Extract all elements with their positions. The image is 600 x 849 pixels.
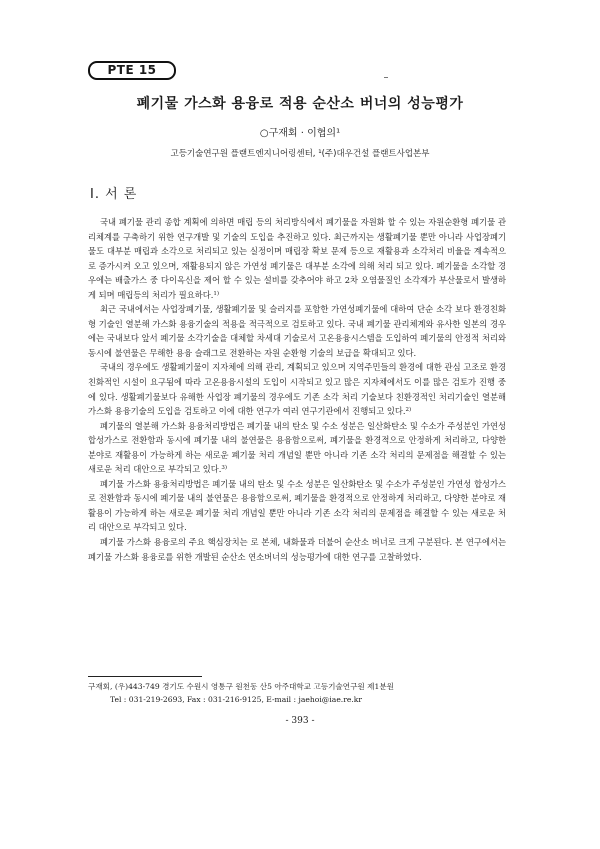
authors: ○구재회 · 이협의¹ — [259, 128, 341, 139]
body-text — [88, 215, 506, 564]
paragraph: 폐기물 가스화 용융처리방법은 폐기물 내의 탄소 및 수소 성분은 일산화탄소 및 수소가 주성분인 가연성 합성가스로 전환함과 동시에 폐기물 내의 불연물은 용융함으로써, 폐기물을 환경적으로 안정하게 처리하고, 다양한 분야로 재활용이 가능하게 하는 새로운 폐기물 처리 개념일 뿐만 아니라 기존 소각 처리의 문제점을 해결할 수 있는 새로운 처리 대안으로 부각되고 있다. — [88, 478, 506, 533]
page-number: - 393 - — [285, 716, 315, 726]
paragraph: 국내의 경우에도 생활폐기물이 지자체에 의해 관리, 계획되고 있으며 지역주민들의 환경에 대한 관심 고조로 환경친화적인 시설이 요구됨에 따라 고온용융시설의 도입이 시작되고 있고 많은 지자체에서도 이를 많은 검토가 진행 중에 있다. 생활폐기물보다 유해한 사업장 폐기물의 경우에도 기존 소각 처리 기술보다 친환경적인 처리기술인 열분해 가스화 용융기술의 도입을 검토하고 이에 대한 연구가 여러 연구기관에서 진행되고 있다.$^{2)}$ — [88, 362, 506, 417]
session-code-badge: PTE 15 — [88, 61, 176, 80]
footnote-address: 구재회, (우)443-749 경기도 수원시 영통구 원천동 산5 아주대학교 고등기술연구원 제1분원 — [88, 682, 395, 691]
paragraph: 최근 국내에서는 사업장폐기물, 생활폐기물 및 슬러지를 포함한 가연성폐기물에 대하여 단순 소각 보다 환경친화형 기술인 열분해 가스화 용융기술의 적용을 적극적으로 검토하고 있다. 국내 폐기물 관리체계와 유사한 일본의 경우에는 국내보다 앞서 폐기물 소각기술을 대체할 차세대 기술로서 고온용융시스템을 도입하여 폐기물의 안정적 처리와 동시에 불연물은 무해한 용융 슬래그로 전환하는 자원 순환형 기술의 보급을 확대되고 있다. — [88, 304, 506, 358]
paragraph: 폐기물 가스화 용융로의 주요 핵심장치는 로 본체, 내화물과 더불어 순산소 버너로 크게 구분된다. 본 연구에서는 폐기물 가스화 용융로를 위한 개발된 순산소 연소버너의 성능평가에 대한 연구를 고찰하였다. — [88, 537, 506, 562]
paper-title: 폐기물 가스화 용융로 적용 순산소 버너의 성능평가 — [136, 96, 464, 112]
paragraph: 폐기물의 열분해 가스화 용융처리방법은 폐기물 내의 탄소 및 수소 성분은 일산화탄소 및 수소가 주성분인 가연성 합성가스로 전환함과 동시에 폐기물 내의 불연물은 용융함으로써, 폐기물을 환경적으로 안정하게 처리하고, 다양한 분야로 재활용이 가능하게 하는 새로운 폐기물 처리 개념일 뿐만 아니라 기존 소각 처리의 문제점을 해결할 수 있는 새로운 처리 대안으로 부각되고 있다.$^{3)}$ — [88, 420, 506, 475]
footnote-contact: Tel : 031-219-2693, Fax : 031-216-9125, E-mail : jaehoi@iae.re.kr — [110, 694, 362, 704]
footnote-divider — [88, 676, 202, 677]
affiliation: 고등기술연구원 플랜트엔지니어링센터, ¹(주)대우건설 플랜트사업본부 — [170, 149, 430, 159]
footnote — [88, 681, 508, 706]
paragraph: 국내 폐기물 관리 종합 계획에 의하면 매립 등의 처리방식에서 폐기물을 자원화 할 수 있는 자원순환형 폐기물 관리체계를 구축하기 위한 연구개발 및 기술의 도입을 추진하고 있다. 최근까지는 생활폐기물 뿐만 아니라 사업장폐기물도 대부분 매립과 소각으로 처리되고 있는 실정이며 매립장 확보 문제 등으로 재활용과 소각처리 비율을 계속적으로 증가시켜 오고 있으며, 재활용되지 않은 가연성 폐기물은 대부분 소각에 의해 처리 되고 있다. 폐기물을 소각할 경우에는 배출가스 중 다이옥신을 제어 할 수 있는 설비를 갖추어야 하고 2차 오염물질인 소각재가 부산물로서 발생하게 되며 매립등의 처리가 필요하다.$^{1)}$ — [88, 217, 506, 300]
scan-speck — [384, 77, 388, 78]
section-heading: Ⅰ. 서 론 — [90, 187, 138, 202]
